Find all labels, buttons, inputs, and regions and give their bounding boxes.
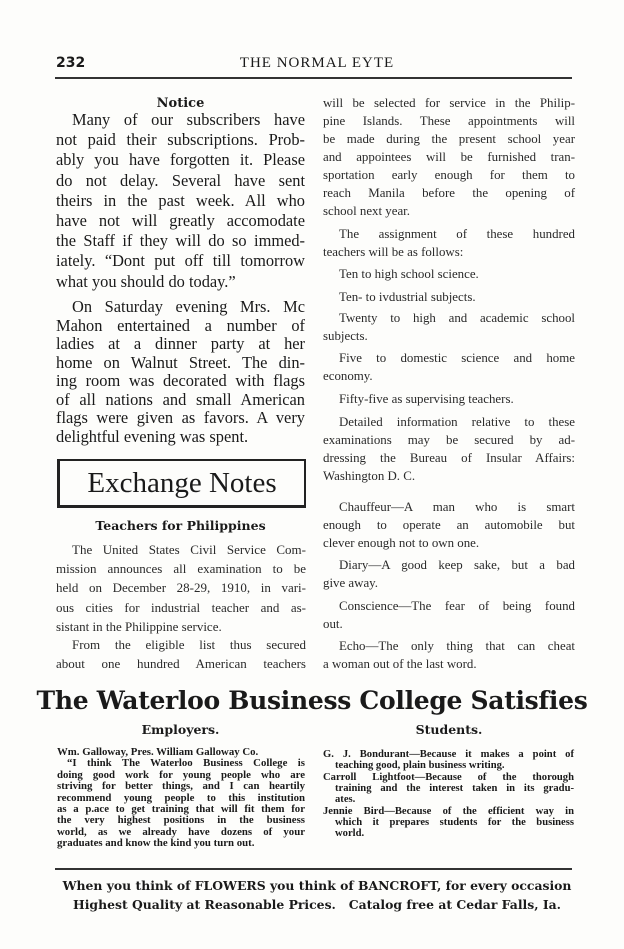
text-line: ladies at a dinner party at her xyxy=(56,334,305,353)
saturday-paragraph xyxy=(56,298,305,446)
text-line: world. xyxy=(335,828,365,840)
right-paragraph xyxy=(323,225,575,261)
right-paragraph xyxy=(323,413,575,485)
text-line: clever enough not to own one. xyxy=(323,536,480,550)
right-paragraph xyxy=(323,390,575,408)
text-line: reach Manila before the opening of xyxy=(323,186,575,200)
text-line: The United States Civil Service Com- xyxy=(72,542,306,557)
right-paragraph xyxy=(323,498,575,552)
text-line: out. xyxy=(323,617,343,631)
text-line: as a p.ace to get training that will fit them for xyxy=(57,803,305,816)
notice-paragraph xyxy=(56,110,305,292)
footer-line-2: Highest Quality at Reasonable Prices. Catalog free at Cedar Falls, Ia. xyxy=(73,897,561,912)
text-line: Wm. Galloway, Pres. William Galloway Co. xyxy=(57,746,259,758)
exchange-notes-box xyxy=(57,459,306,508)
text-line: Fifty-five as supervising teachers. xyxy=(339,392,514,406)
student-testimonial xyxy=(323,749,574,771)
text-line: not paid their subscriptions. Prob- xyxy=(56,130,305,150)
text-line: Detailed information relative to these xyxy=(339,415,575,429)
notice-heading: Notice xyxy=(156,96,205,111)
text-line: the Staff if they will do so immed- xyxy=(56,231,305,251)
teachers-paragraph-1 xyxy=(56,540,306,636)
right-paragraph xyxy=(323,556,575,592)
employers-testimonial xyxy=(57,747,305,850)
text-line: about one hundred American teachers xyxy=(56,656,306,671)
text-line: ably you have forgotten it. Please xyxy=(56,150,305,170)
text-line: be made during the present school year xyxy=(323,132,575,146)
text-line: Chauffeur—A man who is smart xyxy=(339,500,575,514)
right-paragraph xyxy=(323,597,575,633)
text-line: a woman out of the last word. xyxy=(323,657,477,671)
text-line: Carroll Lightfoot—Because of the thorough xyxy=(323,772,574,783)
right-paragraph xyxy=(323,637,575,673)
right-paragraph xyxy=(323,94,575,220)
text-line: Echo—The only thing that can cheat xyxy=(339,639,575,653)
text-line: Many of our subscribers have xyxy=(72,110,305,129)
footer-line-1: When you think of FLOWERS you think of BANCROFT, for every occasion xyxy=(62,878,572,893)
text-line: of all nations and small American xyxy=(56,389,305,409)
text-line: Ten- to ivdustrial subjects. xyxy=(339,290,476,304)
text-line: will be selected for service in the Philip- xyxy=(323,96,575,110)
text-line: Diary—A good keep sake, but a bad xyxy=(339,558,575,572)
text-line: do not delay. Several have sent xyxy=(56,170,305,190)
text-line: Twenty to high and academic school xyxy=(339,311,575,325)
text-line: On Saturday evening Mrs. Mc xyxy=(72,297,305,316)
text-line: Ten to high school science. xyxy=(339,267,479,281)
text-line: recommend young people to this institution xyxy=(57,791,305,804)
right-paragraph xyxy=(323,309,575,345)
text-line: mission announces all examination to be xyxy=(56,561,306,577)
text-line: The assignment of these hundred xyxy=(339,227,575,241)
text-line: held on December 28-29, 1910, in vari- xyxy=(56,580,306,596)
text-line: ing room was decorated with flags xyxy=(56,371,305,390)
text-line: doing good work for young people who are xyxy=(57,768,305,781)
right-paragraph xyxy=(323,288,575,306)
text-line: ates. xyxy=(335,794,356,806)
teachers-paragraph-2 xyxy=(56,635,306,673)
text-line: Jennie Bird—Because of the efficient way in xyxy=(323,806,574,817)
text-line: home on Walnut Street. The din- xyxy=(56,352,305,372)
text-line: what you should do today.” xyxy=(56,271,236,291)
running-title: THE NORMAL EYTE xyxy=(239,55,395,71)
teachers-heading: Teachers for Philippines xyxy=(95,518,266,533)
text-line: teachers will be as follows: xyxy=(323,245,464,259)
text-line: sistant in the Philippine service. xyxy=(56,618,222,634)
text-line: give away. xyxy=(323,576,378,590)
text-line: Five to domestic science and home xyxy=(339,351,575,365)
text-line: theirs in the past week. All who xyxy=(56,190,305,210)
text-line: iately. “Dont put off till tomorrow xyxy=(56,251,305,271)
right-paragraph xyxy=(323,349,575,385)
text-line: the very highest positions in the business xyxy=(57,814,305,827)
text-line: examinations may be secured by ad- xyxy=(323,433,575,447)
right-paragraph xyxy=(323,265,575,283)
student-testimonial xyxy=(323,806,574,840)
text-line: striving for better things, and I can heartily xyxy=(57,780,305,793)
footer-rule xyxy=(55,868,572,870)
text-line: Mahon entertained a number of xyxy=(56,315,305,335)
text-line: Washington D. C. xyxy=(323,469,416,483)
text-line: have not will greatly accomodate xyxy=(56,211,305,231)
header-rule xyxy=(55,77,572,79)
text-line: ous cities for industrial teacher and as- xyxy=(56,599,306,615)
text-line: training and the interest taken in its gradu- xyxy=(335,783,574,795)
students-heading: Students. xyxy=(415,722,483,737)
text-line: enough to operate an automobile but xyxy=(323,518,575,532)
employers-heading: Employers. xyxy=(141,722,220,737)
text-line: flags were given as favors. A very xyxy=(56,408,305,427)
text-line: sportation early enough for them to xyxy=(323,168,575,182)
text-line: world, as we already have dozens of your xyxy=(57,825,305,838)
text-line: which it prepares students for the business xyxy=(335,817,574,829)
text-line: graduates and know the kind you turn out. xyxy=(57,837,255,850)
exchange-notes-title: Exchange Notes xyxy=(87,467,277,499)
page-number: 232 xyxy=(56,55,86,71)
text-line: G. J. Bondurant—Because it makes a point of xyxy=(323,749,574,760)
text-line: pine Islands. These appointments will xyxy=(323,114,575,128)
text-line: From the eligible list thus secured xyxy=(72,637,306,652)
text-line: Conscience—The fear of being found xyxy=(339,599,575,613)
text-line: dressing the Bureau of Insular Affairs: xyxy=(323,451,575,465)
text-line: delightful evening was spent. xyxy=(56,426,249,446)
text-line: subjects. xyxy=(323,329,368,343)
text-line: economy. xyxy=(323,369,373,383)
student-testimonial xyxy=(323,772,574,806)
text-line: and appointees will be furnished tran- xyxy=(323,150,575,164)
text-line: school next year. xyxy=(323,204,410,218)
text-line: teaching good, plain business writing. xyxy=(335,760,505,772)
text-line: “I think The Waterloo Business College is xyxy=(67,757,305,770)
ad-title: The Waterloo Business College Satisfies xyxy=(36,686,588,715)
